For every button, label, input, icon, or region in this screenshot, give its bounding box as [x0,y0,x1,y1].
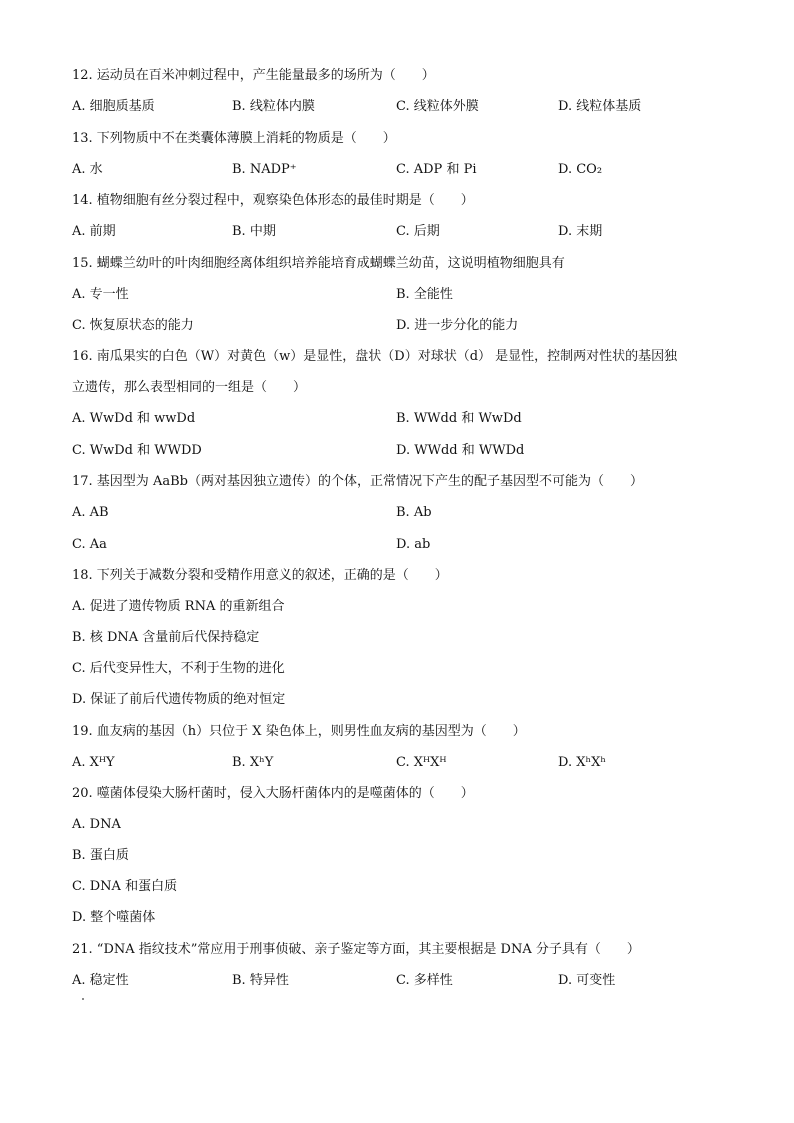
option-c: C. XᴴXᴴ [396,755,447,770]
option-d: D. 可变性 [558,973,616,988]
option-a: A. 促进了遗传物质 RNA 的重新组合 [72,599,285,614]
option-c: C. Aa [72,537,107,552]
option-a: A. XᴴY [72,755,115,770]
option-c: C. 线粒体外膜 [396,99,479,114]
option-a: A. DNA [72,817,121,832]
option-a: A. 水 [72,162,103,177]
option-b: B. WWdd 和 WwDd [396,411,522,426]
question-16-options-row2 [72,441,732,461]
option-b: B. Ab [396,505,432,520]
option-b: B. 蛋白质 [72,848,129,863]
option-a: A. 细胞质基质 [72,99,155,114]
option-d: D. 保证了前后代遗传物质的绝对恒定 [72,692,286,707]
option-b: B. 中期 [232,224,276,239]
option-d: D. WWdd 和 WWDd [396,443,525,458]
question-12-options [72,97,732,117]
question-16-options-row1 [72,409,732,429]
question-17-options-row2 [72,535,732,555]
question-21-options [72,971,732,991]
question-17-options-row1 [72,503,732,523]
option-d: D. ab [396,537,431,552]
option-a: A. 前期 [72,224,116,239]
option-c: C. DNA 和蛋白质 [72,879,178,894]
question-15-options-row2 [72,316,732,336]
question-20-stem: 20. 噬菌体侵染大肠杆菌时，侵入大肠杆菌体内的是噬菌体的（ ） [72,786,474,801]
question-15-stem: 15. 蝴蝶兰幼叶的叶肉细胞经离体组织培养能培育成蝴蝶兰幼苗，这说明植物细胞具有 [72,256,565,271]
option-d: D. 线粒体基质 [558,99,642,114]
option-c: C. WwDd 和 WWDD [72,443,202,458]
option-c: C. 恢复原状态的能力 [72,318,194,333]
question-16-stem-line1: 16. 南瓜果实的白色（W）对黄色（w）是显性，盘状（D）对球状（d） 是显性，控制两对性状的基因独 [72,349,678,364]
question-14-options [72,222,732,242]
option-c: C. 后代变异性大，不利于生物的进化 [72,661,285,676]
option-d: D. 末期 [558,224,603,239]
option-a: A. 专一性 [72,287,129,302]
scan-speck [82,998,84,1000]
option-a: A. WwDd 和 wwDd [72,411,196,426]
option-d: D. 进一步分化的能力 [396,318,519,333]
option-b: B. 特异性 [232,973,289,988]
question-13-options [72,160,732,180]
option-b: B. 线粒体内膜 [232,99,315,114]
question-16-stem-line2: 立遗传，那么表型相同的一组是（ ） [72,380,307,395]
question-18-stem: 18. 下列关于减数分裂和受精作用意义的叙述，正确的是（ ） [72,568,448,583]
question-14-stem: 14. 植物细胞有丝分裂过程中，观察染色体形态的最佳时期是（ ） [72,193,474,208]
option-b: B. NADP⁺ [232,162,297,177]
question-13-stem: 13. 下列物质中不在类囊体薄膜上消耗的物质是（ ） [72,131,396,146]
option-b: B. 核 DNA 含量前后代保持稳定 [72,630,260,645]
question-12-stem: 12. 运动员在百米冲刺过程中，产生能量最多的场所为（ ） [72,68,435,83]
option-b: B. 全能性 [396,287,453,302]
option-a: A. 稳定性 [72,973,129,988]
question-19-options [72,753,732,773]
question-15-options-row1 [72,285,732,305]
option-c: C. 多样性 [396,973,453,988]
option-b: B. XʰY [232,755,274,770]
option-c: C. 后期 [396,224,440,239]
option-d: D. CO₂ [558,162,603,177]
question-21-stem: 21. “DNA 指纹技术”常应用于刑事侦破、亲子鉴定等方面，其主要根据是 DNA 分子具有（ ） [72,942,640,957]
question-19-stem: 19. 血友病的基因（h）只位于 X 染色体上，则男性血友病的基因型为（ ） [72,724,526,739]
option-c: C. ADP 和 Pi [396,162,477,177]
question-17-stem: 17. 基因型为 AaBb（两对基因独立遗传）的个体，正常情况下产生的配子基因型不可能为（ ） [72,474,643,489]
option-a: A. AB [72,505,109,520]
option-d: D. 整个噬菌体 [72,910,156,925]
option-d: D. XʰXʰ [558,755,606,770]
